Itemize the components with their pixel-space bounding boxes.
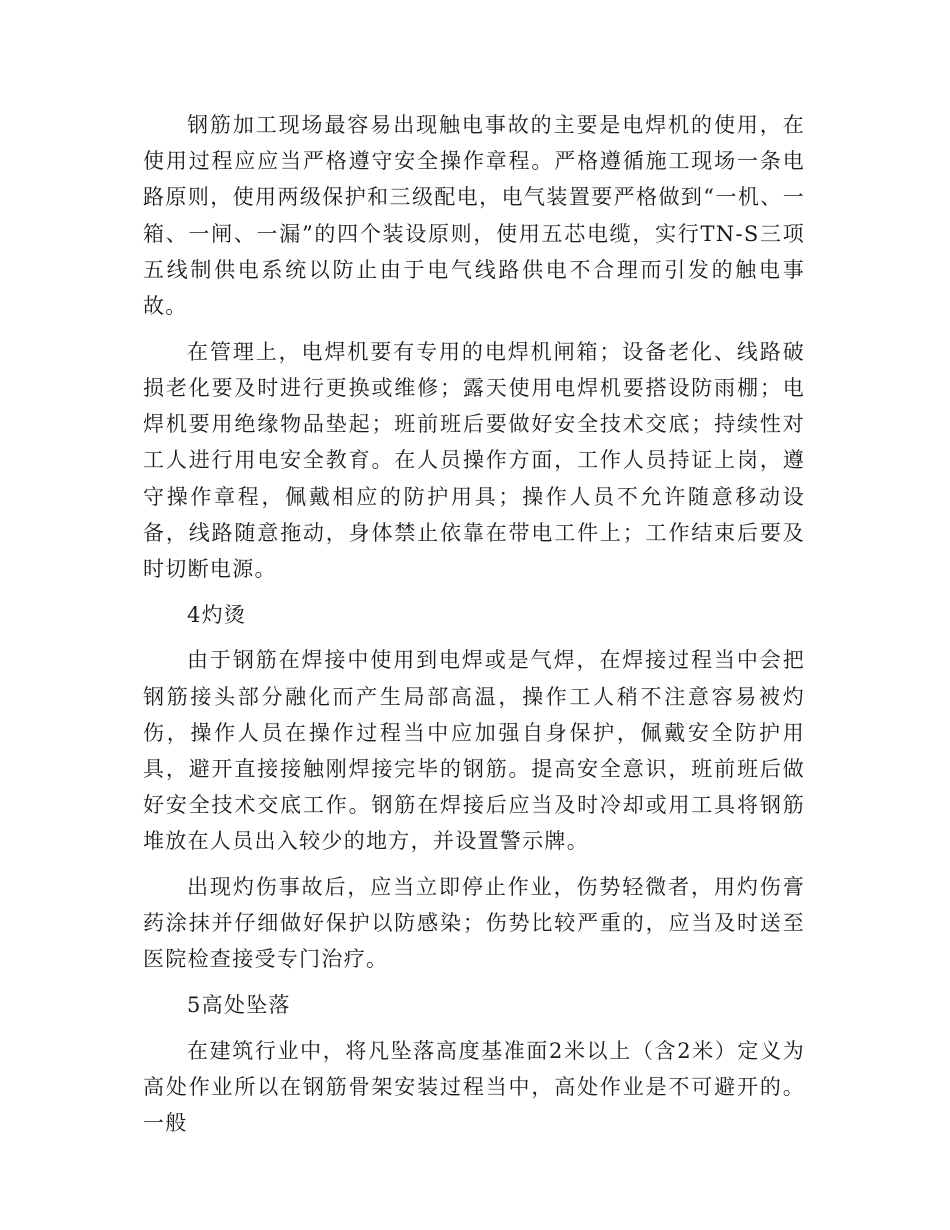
paragraph-falls-definition: 在建筑行业中，将凡坠落高度基准面2米以上（含2米）定义为高处作业所以在钢筋骨架安装过程当中，高处作业是不可避开的。一般 (143, 1038, 805, 1136)
paragraph-welder-management: 在管理上，电焊机要有专用的电焊机闸箱；设备老化、线路破损老化要及时进行更换或维修；露天使用电焊机要搭设防雨棚；电焊机要用绝缘物品垫起；班前班后要做好安全技术交底；持续性对工人进行用电安全教育。在人员操作方面，工作人员持证上岗，遵守操作章程，佩戴相应的防护用具；操作人员不允许随意移动设备，线路随意拖动，身体禁止依靠在带电工件上；工作结束后要及时切断电源。 (143, 339, 805, 581)
paragraph-burns-prevention: 由于钢筋在焊接中使用到电焊或是气焊，在焊接过程当中会把钢筋接头部分融化而产生局部高温，操作工人稍不注意容易被灼伤，操作人员在操作过程当中应加强自身保护，佩戴安全防护用具，避开直接接触刚焊接完毕的钢筋。提高安全意识，班前班后做好安全技术交底工作。钢筋在焊接后应当及时冷却或用工具将钢筋堆放在人员出入较少的地方，并设置警示牌。 (143, 648, 805, 854)
paragraph-electric-shock-intro: 钢筋加工现场最容易出现触电事故的主要是电焊机的使用，在使用过程应应当严格遵守安全操作章程。严格遵循施工现场一条电路原则，使用两级保护和三级配电，电气装置要严格做到“一机、一箱、一闸、一漏”的四个装设原则，使用五芯电缆，实行TN-S三项五线制供电系统以防止由于电气线路供电不合理而引发的触电事故。 (143, 113, 805, 319)
paragraph-burns-treatment: 出现灼伤事故后，应当立即停止作业，伤势轻微者，用灼伤膏药涂抹并仔细做好保护以防感染；伤势比较严重的，应当及时送至医院检查接受专门治疗。 (143, 875, 805, 972)
section-heading-burns: 4灼烫 (187, 602, 247, 627)
section-heading-falls: 5高处坠落 (187, 993, 291, 1018)
document-body (143, 107, 805, 1151)
